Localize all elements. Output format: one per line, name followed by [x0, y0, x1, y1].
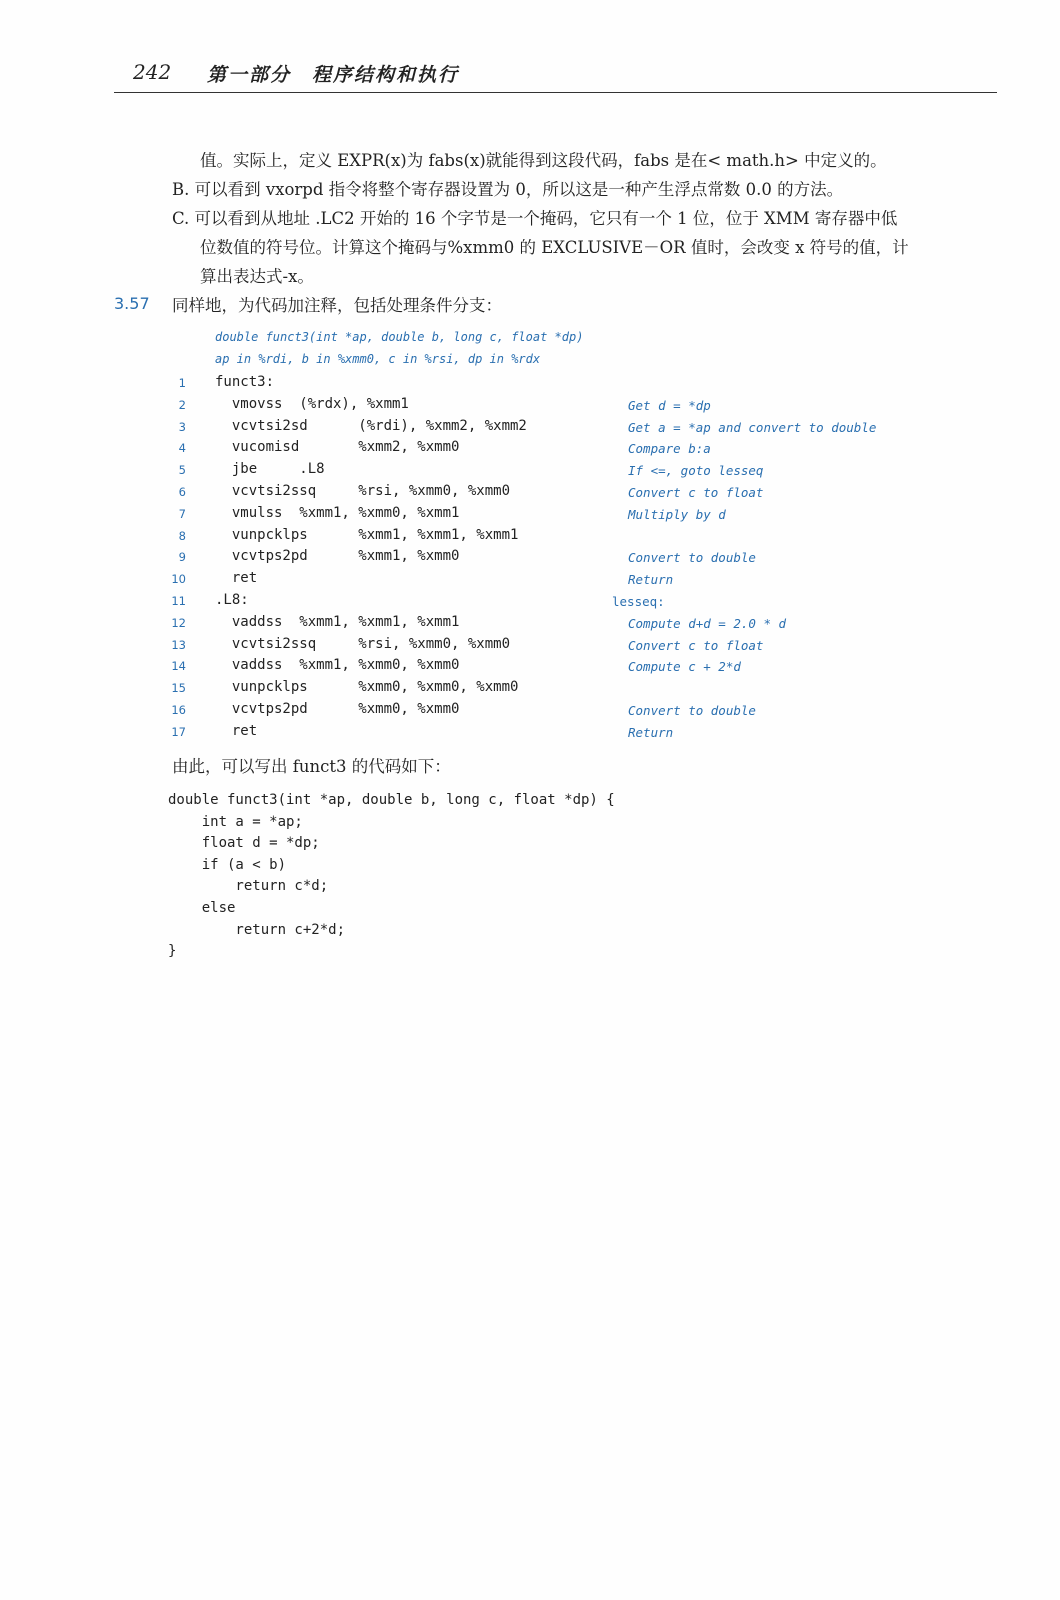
assembly-comment: Convert c to float — [628, 638, 764, 653]
c-code-line: double funct3(int *ap, double b, long c, float *dp) { — [168, 792, 615, 808]
c-code-line: return c*d; — [168, 878, 329, 894]
assembly-instruction: vcvtsi2ssq %rsi, %xmm0, %xmm0 — [215, 636, 511, 652]
line-number: 3 — [178, 420, 186, 434]
c-code-line: } — [168, 943, 177, 959]
assembly-instruction: ret — [215, 723, 258, 739]
assembly-comment: Convert to double — [628, 550, 756, 565]
answer-c-line3: 算出表达式-x。 — [200, 267, 314, 286]
assembly-comment: Multiply by d — [628, 507, 726, 522]
assembly-instruction: funct3: — [215, 374, 275, 390]
assembly-instruction: vcvtsi2sd (%rdi), %xmm2, %xmm2 — [215, 418, 527, 434]
c-code-line: int a = *ap; — [168, 814, 303, 830]
running-header-title: 第一部分 程序结构和执行 — [207, 64, 460, 86]
c-code-line: if (a < b) — [168, 857, 287, 873]
line-number: 2 — [178, 398, 186, 412]
line-number: 1 — [178, 376, 186, 390]
line-number: 12 — [171, 616, 186, 630]
assembly-comment: Get a = *ap and convert to double — [628, 420, 877, 435]
line-number: 7 — [178, 507, 186, 521]
header-rule — [114, 92, 997, 93]
c-code-line: else — [168, 900, 236, 916]
assembly-comment: Compute d+d = 2.0 * d — [628, 616, 787, 631]
assembly-instruction: vcvtps2pd %xmm1, %xmm0 — [215, 548, 460, 564]
assembly-comment: Get d = *dp — [628, 398, 711, 413]
assembly-instruction: vunpcklps %xmm0, %xmm0, %xmm0 — [215, 679, 519, 695]
assembly-comment: If <=, goto lesseq — [628, 463, 764, 478]
assembly-comment: Compare b:a — [628, 441, 711, 456]
assembly-instruction: vcvtps2pd %xmm0, %xmm0 — [215, 701, 460, 717]
assembly-label-comment: lesseq: — [612, 594, 665, 609]
line-number: 15 — [171, 681, 186, 695]
line-number: 5 — [178, 463, 186, 477]
exercise-number: 3.57 — [114, 294, 150, 313]
line-number: 11 — [171, 594, 186, 608]
assembly-comment: Compute c + 2*d — [628, 659, 741, 674]
assembly-instruction: vaddss %xmm1, %xmm0, %xmm0 — [215, 657, 460, 673]
assembly-instruction: vmulss %xmm1, %xmm0, %xmm1 — [215, 505, 460, 521]
assembly-instruction: vucomisd %xmm2, %xmm0 — [215, 439, 460, 455]
line-number: 16 — [171, 703, 186, 717]
exercise-intro: 同样地，为代码加注释，包括处理条件分支： — [172, 296, 502, 315]
register-mapping-comment: ap in %rdi, b in %xmm0, c in %rsi, dp in %rdx — [215, 352, 541, 366]
function-signature-comment: double funct3(int *ap, double b, long c, float *dp) — [215, 330, 584, 344]
answer-c-line2: 位数值的符号位。计算这个掩码与%xmm0 的 EXCLUSIVE－OR 值时，会改变 x 符号的值，计 — [200, 238, 909, 257]
page-number: 242 — [133, 60, 172, 84]
line-number: 6 — [178, 485, 186, 499]
assembly-instruction: vmovss (%rdx), %xmm1 — [215, 396, 409, 412]
assembly-comment: Return — [628, 725, 674, 740]
line-number: 13 — [171, 638, 186, 652]
assembly-instruction: ret — [215, 570, 258, 586]
assembly-instruction: vaddss %xmm1, %xmm1, %xmm1 — [215, 614, 460, 630]
answer-c-line1: C. 可以看到从地址 .LC2 开始的 16 个字节是一个掩码，它只有一个 1 位，位于 XMM 寄存器中低 — [172, 209, 898, 228]
assembly-instruction: vunpcklps %xmm1, %xmm1, %xmm1 — [215, 527, 519, 543]
assembly-instruction: .L8: — [215, 592, 249, 608]
assembly-comment: Convert to double — [628, 703, 756, 718]
assembly-instruction: jbe .L8 — [215, 461, 325, 477]
line-number: 17 — [171, 725, 186, 739]
line-number: 8 — [178, 529, 186, 543]
line-number: 4 — [178, 441, 186, 455]
answer-a-continuation: 值。实际上，定义 EXPR(x)为 fabs(x)就能得到这段代码，fabs 是在< math.h> 中定义的。 — [200, 151, 887, 170]
assembly-comment: Convert c to float — [628, 485, 764, 500]
line-number: 9 — [178, 550, 186, 564]
assembly-instruction: vcvtsi2ssq %rsi, %xmm0, %xmm0 — [215, 483, 511, 499]
conclusion-text: 由此，可以写出 funct3 的代码如下： — [172, 757, 451, 776]
line-number: 14 — [171, 659, 186, 673]
answer-b: B. 可以看到 vxorpd 指令将整个寄存器设置为 0，所以这是一种产生浮点常数 0.0 的方法。 — [172, 180, 844, 199]
c-code-line: return c+2*d; — [168, 922, 346, 938]
line-number: 10 — [171, 572, 186, 586]
c-code-line: float d = *dp; — [168, 835, 320, 851]
assembly-comment: Return — [628, 572, 674, 587]
